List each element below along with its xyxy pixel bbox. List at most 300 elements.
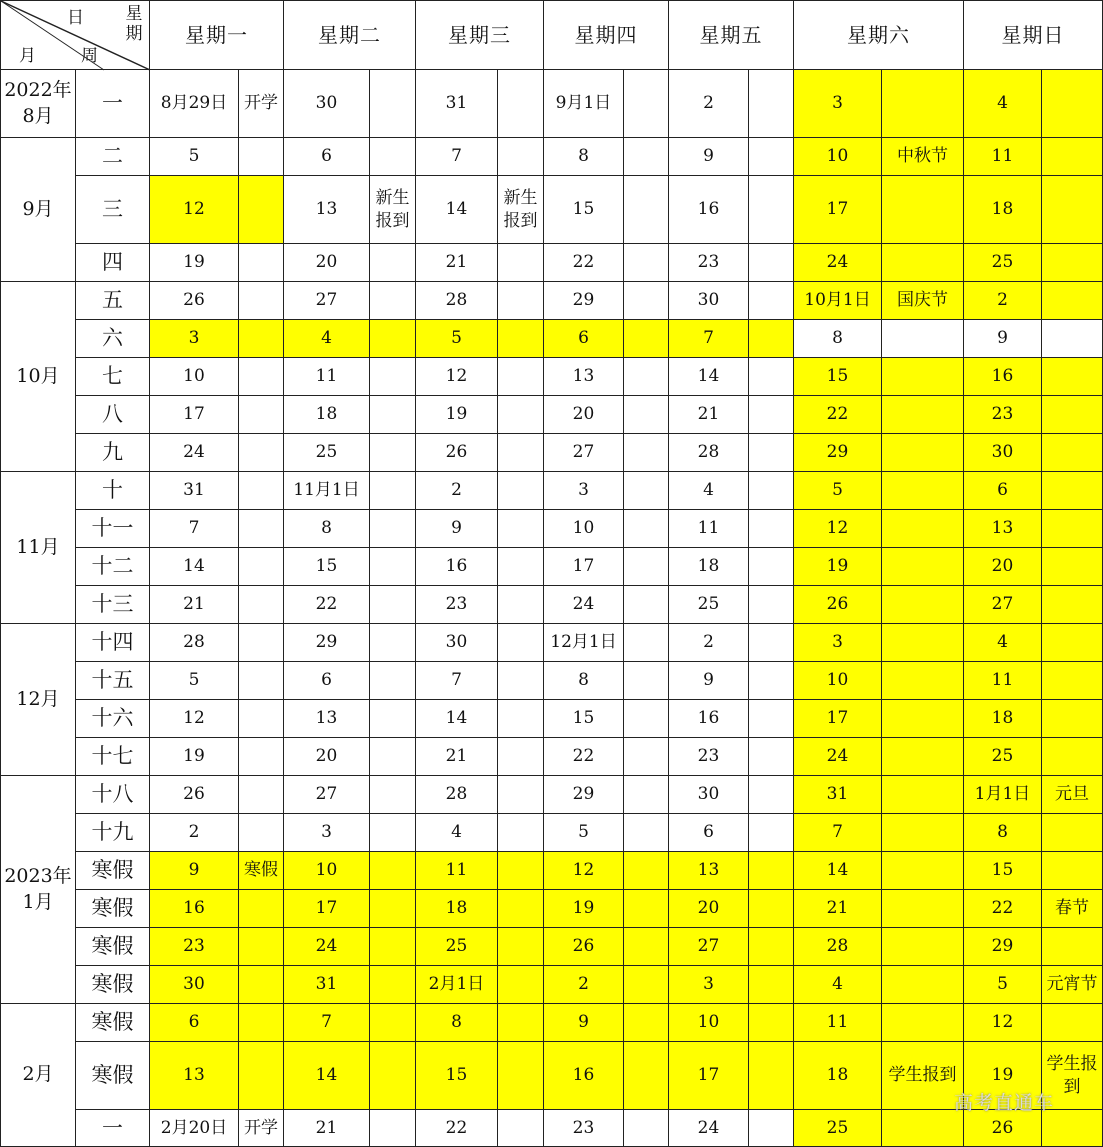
date-cell: 22 bbox=[794, 396, 882, 434]
note-cell bbox=[749, 510, 794, 548]
note-cell bbox=[1042, 434, 1103, 472]
note-cell bbox=[498, 852, 544, 890]
note-cell bbox=[882, 700, 964, 738]
date-cell: 11 bbox=[416, 852, 498, 890]
date-cell: 13 bbox=[669, 852, 749, 890]
note-cell bbox=[749, 700, 794, 738]
note-cell bbox=[882, 70, 964, 138]
note-cell bbox=[624, 70, 669, 138]
date-cell: 19 bbox=[794, 548, 882, 586]
date-cell: 5 bbox=[794, 472, 882, 510]
date-cell: 27 bbox=[284, 776, 370, 814]
date-cell: 7 bbox=[794, 814, 882, 852]
note-cell bbox=[239, 776, 284, 814]
watermark-text: 高考直通车 bbox=[953, 1092, 1054, 1114]
week-row bbox=[1, 662, 1103, 700]
week-number: 五 bbox=[76, 282, 150, 320]
note-cell bbox=[624, 776, 669, 814]
note-cell bbox=[370, 814, 416, 852]
date-cell: 11 bbox=[669, 510, 749, 548]
note-cell: 开学 bbox=[239, 1110, 284, 1147]
date-cell: 31 bbox=[794, 776, 882, 814]
note-cell: 元宵节 bbox=[1042, 966, 1103, 1004]
note-cell bbox=[1042, 244, 1103, 282]
week-number: 四 bbox=[76, 244, 150, 282]
date-cell: 5 bbox=[150, 138, 239, 176]
date-cell: 6 bbox=[284, 662, 370, 700]
note-cell bbox=[370, 966, 416, 1004]
date-cell: 15 bbox=[416, 1042, 498, 1110]
day-header: 星期三 bbox=[416, 1, 544, 70]
date-cell: 28 bbox=[669, 434, 749, 472]
note-cell bbox=[370, 358, 416, 396]
week-number: 寒假 bbox=[76, 1042, 150, 1110]
note-cell bbox=[624, 852, 669, 890]
note-cell bbox=[749, 1042, 794, 1110]
date-cell: 17 bbox=[669, 1042, 749, 1110]
note-cell bbox=[624, 138, 669, 176]
note-cell bbox=[370, 1004, 416, 1042]
note-cell bbox=[749, 890, 794, 928]
date-cell: 2 bbox=[544, 966, 624, 1004]
date-cell: 16 bbox=[669, 700, 749, 738]
date-cell: 7 bbox=[416, 662, 498, 700]
date-cell: 23 bbox=[964, 396, 1042, 434]
note-cell bbox=[1042, 396, 1103, 434]
note-cell bbox=[749, 472, 794, 510]
note-cell bbox=[1042, 176, 1103, 244]
week-row bbox=[1, 928, 1103, 966]
week-number: 十七 bbox=[76, 738, 150, 776]
date-cell: 23 bbox=[416, 586, 498, 624]
date-cell: 11 bbox=[794, 1004, 882, 1042]
note-cell: 学生报到 bbox=[1042, 1042, 1103, 1110]
note-cell bbox=[498, 282, 544, 320]
date-cell: 30 bbox=[964, 434, 1042, 472]
day-header: 星期一 bbox=[150, 1, 284, 70]
note-cell bbox=[498, 586, 544, 624]
note-cell: 元旦 bbox=[1042, 776, 1103, 814]
date-cell: 25 bbox=[794, 1110, 882, 1147]
note-cell bbox=[749, 814, 794, 852]
note-cell bbox=[882, 320, 964, 358]
date-cell: 27 bbox=[669, 928, 749, 966]
date-cell: 9 bbox=[669, 138, 749, 176]
date-cell: 19 bbox=[416, 396, 498, 434]
note-cell bbox=[882, 738, 964, 776]
date-cell: 29 bbox=[964, 928, 1042, 966]
date-cell: 12 bbox=[150, 700, 239, 738]
note-cell bbox=[1042, 586, 1103, 624]
date-cell: 20 bbox=[964, 548, 1042, 586]
date-cell: 9 bbox=[544, 1004, 624, 1042]
date-cell: 7 bbox=[416, 138, 498, 176]
note-cell bbox=[239, 244, 284, 282]
week-row bbox=[1, 358, 1103, 396]
date-cell: 20 bbox=[284, 244, 370, 282]
date-cell: 3 bbox=[150, 320, 239, 358]
date-cell: 29 bbox=[544, 282, 624, 320]
week-number: 十一 bbox=[76, 510, 150, 548]
date-cell: 15 bbox=[544, 700, 624, 738]
note-cell bbox=[370, 776, 416, 814]
day-header: 星期六 bbox=[794, 1, 964, 70]
note-cell bbox=[1042, 282, 1103, 320]
week-number: 寒假 bbox=[76, 890, 150, 928]
date-cell: 14 bbox=[284, 1042, 370, 1110]
date-cell: 23 bbox=[669, 738, 749, 776]
date-cell: 15 bbox=[544, 176, 624, 244]
date-cell: 11 bbox=[284, 358, 370, 396]
note-cell bbox=[1042, 1004, 1103, 1042]
date-cell: 18 bbox=[964, 700, 1042, 738]
date-cell: 2 bbox=[669, 624, 749, 662]
date-cell: 26 bbox=[416, 434, 498, 472]
note-cell bbox=[749, 586, 794, 624]
date-cell: 26 bbox=[150, 776, 239, 814]
week-row bbox=[1, 890, 1103, 928]
date-cell: 22 bbox=[964, 890, 1042, 928]
date-cell: 10 bbox=[544, 510, 624, 548]
note-cell bbox=[882, 548, 964, 586]
date-cell: 20 bbox=[669, 890, 749, 928]
week-number: 九 bbox=[76, 434, 150, 472]
date-cell: 13 bbox=[284, 176, 370, 244]
note-cell bbox=[239, 928, 284, 966]
note-cell bbox=[370, 624, 416, 662]
note-cell bbox=[239, 472, 284, 510]
note-cell bbox=[498, 510, 544, 548]
date-cell: 4 bbox=[416, 814, 498, 852]
date-cell: 21 bbox=[669, 396, 749, 434]
date-cell: 13 bbox=[150, 1042, 239, 1110]
note-cell bbox=[498, 358, 544, 396]
date-cell: 28 bbox=[416, 776, 498, 814]
date-cell: 28 bbox=[150, 624, 239, 662]
note-cell bbox=[882, 586, 964, 624]
date-cell: 4 bbox=[794, 966, 882, 1004]
corner-day-label: 日 bbox=[67, 8, 84, 28]
week-number: 十二 bbox=[76, 548, 150, 586]
note-cell bbox=[498, 320, 544, 358]
date-cell: 6 bbox=[964, 472, 1042, 510]
note-cell bbox=[239, 1004, 284, 1042]
note-cell bbox=[370, 548, 416, 586]
date-cell: 21 bbox=[416, 738, 498, 776]
date-cell: 18 bbox=[794, 1042, 882, 1110]
note-cell bbox=[749, 358, 794, 396]
note-cell bbox=[624, 738, 669, 776]
note-cell bbox=[239, 624, 284, 662]
week-row bbox=[1, 1042, 1103, 1110]
note-cell bbox=[624, 434, 669, 472]
date-cell: 24 bbox=[669, 1110, 749, 1147]
note-cell bbox=[498, 70, 544, 138]
date-cell: 30 bbox=[669, 776, 749, 814]
note-cell bbox=[498, 1110, 544, 1147]
week-number: 寒假 bbox=[76, 966, 150, 1004]
note-cell bbox=[370, 70, 416, 138]
note-cell: 寒假 bbox=[239, 852, 284, 890]
date-cell: 9 bbox=[964, 320, 1042, 358]
note-cell bbox=[1042, 700, 1103, 738]
date-cell: 8 bbox=[544, 138, 624, 176]
note-cell: 国庆节 bbox=[882, 282, 964, 320]
week-row bbox=[1, 244, 1103, 282]
date-cell: 25 bbox=[416, 928, 498, 966]
date-cell: 17 bbox=[150, 396, 239, 434]
date-cell: 14 bbox=[669, 358, 749, 396]
note-cell bbox=[239, 700, 284, 738]
date-cell: 3 bbox=[284, 814, 370, 852]
date-cell: 8 bbox=[964, 814, 1042, 852]
note-cell bbox=[1042, 358, 1103, 396]
note-cell bbox=[749, 928, 794, 966]
date-cell: 18 bbox=[669, 548, 749, 586]
date-cell: 24 bbox=[150, 434, 239, 472]
note-cell bbox=[239, 434, 284, 472]
date-cell: 19 bbox=[964, 1042, 1042, 1110]
note-cell bbox=[624, 1004, 669, 1042]
date-cell: 2 bbox=[416, 472, 498, 510]
note-cell bbox=[239, 548, 284, 586]
note-cell bbox=[749, 1110, 794, 1147]
week-row bbox=[1, 510, 1103, 548]
note-cell bbox=[370, 320, 416, 358]
note-cell bbox=[624, 890, 669, 928]
note-cell bbox=[882, 1004, 964, 1042]
note-cell: 开学 bbox=[239, 70, 284, 138]
date-cell: 31 bbox=[150, 472, 239, 510]
date-cell: 9 bbox=[416, 510, 498, 548]
date-cell: 9 bbox=[150, 852, 239, 890]
date-cell: 16 bbox=[544, 1042, 624, 1110]
date-cell: 10 bbox=[794, 138, 882, 176]
date-cell: 21 bbox=[284, 1110, 370, 1147]
date-cell: 3 bbox=[669, 966, 749, 1004]
note-cell bbox=[624, 1110, 669, 1147]
day-header: 星期二 bbox=[284, 1, 416, 70]
note-cell bbox=[1042, 662, 1103, 700]
date-cell: 8月29日 bbox=[150, 70, 239, 138]
date-cell: 30 bbox=[669, 282, 749, 320]
date-cell: 19 bbox=[150, 244, 239, 282]
week-number: 寒假 bbox=[76, 1004, 150, 1042]
date-cell: 23 bbox=[669, 244, 749, 282]
week-row bbox=[1, 700, 1103, 738]
note-cell bbox=[882, 1110, 964, 1147]
date-cell: 2 bbox=[150, 814, 239, 852]
date-cell: 14 bbox=[150, 548, 239, 586]
note-cell bbox=[624, 624, 669, 662]
date-cell: 5 bbox=[964, 966, 1042, 1004]
note-cell bbox=[1042, 320, 1103, 358]
week-number: 寒假 bbox=[76, 928, 150, 966]
date-cell: 8 bbox=[416, 1004, 498, 1042]
date-cell: 23 bbox=[544, 1110, 624, 1147]
note-cell bbox=[239, 282, 284, 320]
date-cell: 3 bbox=[794, 70, 882, 138]
note-cell bbox=[370, 890, 416, 928]
week-row bbox=[1, 814, 1103, 852]
date-cell: 15 bbox=[964, 852, 1042, 890]
week-row bbox=[1, 1004, 1103, 1042]
week-row bbox=[1, 176, 1103, 244]
note-cell bbox=[498, 396, 544, 434]
note-cell bbox=[624, 282, 669, 320]
date-cell: 16 bbox=[150, 890, 239, 928]
date-cell: 4 bbox=[964, 70, 1042, 138]
date-cell: 3 bbox=[794, 624, 882, 662]
date-cell: 18 bbox=[964, 176, 1042, 244]
note-cell bbox=[239, 1042, 284, 1110]
date-cell: 18 bbox=[284, 396, 370, 434]
note-cell bbox=[498, 890, 544, 928]
note-cell bbox=[498, 700, 544, 738]
note-cell bbox=[749, 396, 794, 434]
note-cell bbox=[1042, 814, 1103, 852]
note-cell bbox=[370, 928, 416, 966]
month-label: 2023年 1月 bbox=[1, 776, 76, 1004]
date-cell: 6 bbox=[669, 814, 749, 852]
date-cell: 17 bbox=[794, 176, 882, 244]
date-cell: 28 bbox=[794, 928, 882, 966]
note-cell bbox=[498, 776, 544, 814]
date-cell: 24 bbox=[544, 586, 624, 624]
day-header: 星期五 bbox=[669, 1, 794, 70]
date-cell: 14 bbox=[794, 852, 882, 890]
day-header: 星期日 bbox=[964, 1, 1103, 70]
date-cell: 8 bbox=[794, 320, 882, 358]
date-cell: 22 bbox=[544, 244, 624, 282]
note-cell bbox=[498, 1004, 544, 1042]
note-cell bbox=[370, 1110, 416, 1147]
note-cell bbox=[624, 472, 669, 510]
date-cell: 30 bbox=[284, 70, 370, 138]
date-cell: 14 bbox=[416, 176, 498, 244]
date-cell: 19 bbox=[544, 890, 624, 928]
date-cell: 13 bbox=[284, 700, 370, 738]
date-cell: 10 bbox=[794, 662, 882, 700]
week-row bbox=[1, 138, 1103, 176]
date-cell: 13 bbox=[964, 510, 1042, 548]
corner-weekday-label: 星期 bbox=[125, 4, 143, 44]
note-cell bbox=[370, 434, 416, 472]
note-cell bbox=[498, 434, 544, 472]
note-cell bbox=[882, 814, 964, 852]
week-row bbox=[1, 1110, 1103, 1147]
date-cell: 5 bbox=[416, 320, 498, 358]
date-cell: 23 bbox=[150, 928, 239, 966]
date-cell: 11 bbox=[964, 662, 1042, 700]
note-cell bbox=[239, 510, 284, 548]
week-row bbox=[1, 396, 1103, 434]
date-cell: 21 bbox=[416, 244, 498, 282]
note-cell bbox=[749, 548, 794, 586]
date-cell: 26 bbox=[964, 1110, 1042, 1147]
note-cell bbox=[749, 852, 794, 890]
date-cell: 4 bbox=[284, 320, 370, 358]
note-cell bbox=[882, 928, 964, 966]
note-cell bbox=[1042, 138, 1103, 176]
note-cell bbox=[749, 434, 794, 472]
date-cell: 21 bbox=[794, 890, 882, 928]
week-number: 十四 bbox=[76, 624, 150, 662]
date-cell: 25 bbox=[284, 434, 370, 472]
date-cell: 12 bbox=[416, 358, 498, 396]
date-cell: 27 bbox=[544, 434, 624, 472]
note-cell bbox=[1042, 510, 1103, 548]
date-cell: 29 bbox=[284, 624, 370, 662]
corner-week-label: 周 bbox=[81, 46, 98, 66]
week-number: 一 bbox=[76, 70, 150, 138]
date-cell: 31 bbox=[416, 70, 498, 138]
date-cell: 8 bbox=[544, 662, 624, 700]
note-cell: 新生报到 bbox=[370, 176, 416, 244]
week-number: 七 bbox=[76, 358, 150, 396]
date-cell: 27 bbox=[964, 586, 1042, 624]
week-number: 十八 bbox=[76, 776, 150, 814]
note-cell bbox=[624, 700, 669, 738]
date-cell: 19 bbox=[150, 738, 239, 776]
note-cell bbox=[624, 396, 669, 434]
note-cell bbox=[882, 966, 964, 1004]
note-cell: 中秋节 bbox=[882, 138, 964, 176]
note-cell bbox=[624, 358, 669, 396]
note-cell bbox=[624, 320, 669, 358]
date-cell: 7 bbox=[284, 1004, 370, 1042]
note-cell bbox=[882, 434, 964, 472]
date-cell: 17 bbox=[794, 700, 882, 738]
note-cell bbox=[749, 662, 794, 700]
note-cell bbox=[370, 586, 416, 624]
note-cell bbox=[882, 662, 964, 700]
note-cell bbox=[624, 662, 669, 700]
date-cell: 2 bbox=[669, 70, 749, 138]
week-row bbox=[1, 776, 1103, 814]
date-cell: 12 bbox=[794, 510, 882, 548]
week-number: 十三 bbox=[76, 586, 150, 624]
note-cell bbox=[624, 510, 669, 548]
week-row bbox=[1, 548, 1103, 586]
note-cell bbox=[882, 472, 964, 510]
note-cell bbox=[498, 138, 544, 176]
note-cell bbox=[749, 966, 794, 1004]
note-cell bbox=[882, 510, 964, 548]
date-cell: 24 bbox=[794, 244, 882, 282]
date-cell: 8 bbox=[284, 510, 370, 548]
note-cell bbox=[498, 1042, 544, 1110]
week-number: 十 bbox=[76, 472, 150, 510]
note-cell bbox=[239, 586, 284, 624]
date-cell: 9月1日 bbox=[544, 70, 624, 138]
note-cell bbox=[498, 624, 544, 662]
date-cell: 27 bbox=[284, 282, 370, 320]
date-cell: 11月1日 bbox=[284, 472, 370, 510]
month-label: 10月 bbox=[1, 282, 76, 472]
date-cell: 1月1日 bbox=[964, 776, 1042, 814]
note-cell bbox=[498, 966, 544, 1004]
note-cell bbox=[370, 138, 416, 176]
corner-month-label: 月 bbox=[19, 46, 36, 66]
note-cell bbox=[1042, 548, 1103, 586]
note-cell bbox=[498, 928, 544, 966]
date-cell: 26 bbox=[544, 928, 624, 966]
note-cell bbox=[1042, 472, 1103, 510]
note-cell bbox=[370, 1042, 416, 1110]
week-row bbox=[1, 434, 1103, 472]
note-cell bbox=[882, 890, 964, 928]
